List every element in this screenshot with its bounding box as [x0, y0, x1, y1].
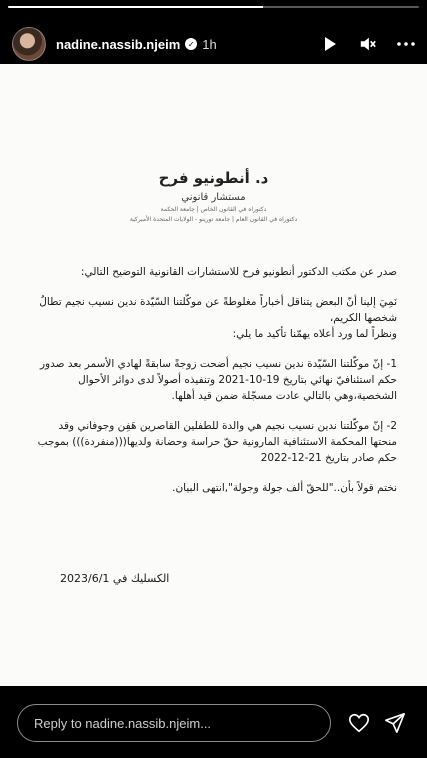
story-progress-bar [8, 6, 419, 8]
story-header [0, 14, 427, 74]
reply-input[interactable] [17, 704, 331, 742]
statement-closing: نختم قولاً بأن.."للحقّ ألف جولة وجولة",انتهى البيان. [172, 482, 397, 494]
heart-icon[interactable] [348, 712, 370, 734]
statement-paragraph: ونظراً لما ورد أعلاه يهمّنا تأكيد ما يلي: [232, 328, 397, 340]
reply-bar [0, 686, 427, 758]
statement-date: الكسليك في 2023/6/1 [60, 572, 170, 585]
letterhead [0, 169, 427, 223]
reply-placeholder: Reply to nadine.nassib.njeim... [34, 715, 212, 731]
lawyer-credentials-1: دكتوراه في القانون الخاص | جامعة الحكمة [160, 206, 267, 213]
story-image[interactable] [0, 64, 427, 686]
send-icon[interactable] [384, 712, 406, 734]
story-controls [321, 35, 415, 53]
lawyer-name: د. أنطونيو فرح [158, 169, 269, 187]
username[interactable]: nadine.nassib.njeim [56, 36, 181, 52]
avatar[interactable] [12, 27, 46, 61]
lawyer-title: مستشار قانوني [181, 192, 246, 203]
statement-body [30, 264, 397, 510]
statement-paragraph: نَمِيَ إلينا أنّ البعض يتناقل أخباراً مغلوطةً عن موكّلتنا السّيّدة ندين نسيب نجيم تطالُ شخصها الكريم، [39, 296, 397, 324]
post-time: 1h [202, 36, 217, 52]
statement-intro: صدر عن مكتب الدكتور أنطونيو فرح للاستشارات القانونية التوضيح التالي: [80, 266, 397, 278]
play-icon[interactable] [321, 35, 339, 53]
mute-icon[interactable] [359, 35, 377, 53]
lawyer-credentials-2: دكتوراه في القانون العام | جامعة تورينو - الولايات المتحدة الأميركية [129, 216, 298, 223]
story-progress-fill [8, 6, 263, 8]
verified-badge-icon: ✓ [185, 38, 197, 50]
legal-statement-document [0, 64, 427, 686]
user-info [56, 37, 217, 52]
statement-point-1: 1- إنّ موكّلتنا السّيّدة ندين نسيب نجيم أضحت زوجةً سابقةً لهادي الأسمر بعد صدور حكم استئنافيّ نهائي بتاريخ 19-10-2021 وتنفيذه أصولاً لدى دوائر الأحوال الشخصية،وهي بالتالي عادت مسجّلة ضمن قيد أهلها. [39, 358, 397, 402]
statement-point-2: 2- إنّ موكّلتنا ندين نسيب نجيم هي والدة للطفلين القاصرين هَفِن وجوفاني وقد منحتها المحكمة الاستئنافية المارونية حقّ حراسة وحضانة ولديها(((منفردة))) بموجب حكم صادر بتاريخ 21-12-2022 [37, 420, 397, 464]
more-icon[interactable] [397, 35, 415, 53]
